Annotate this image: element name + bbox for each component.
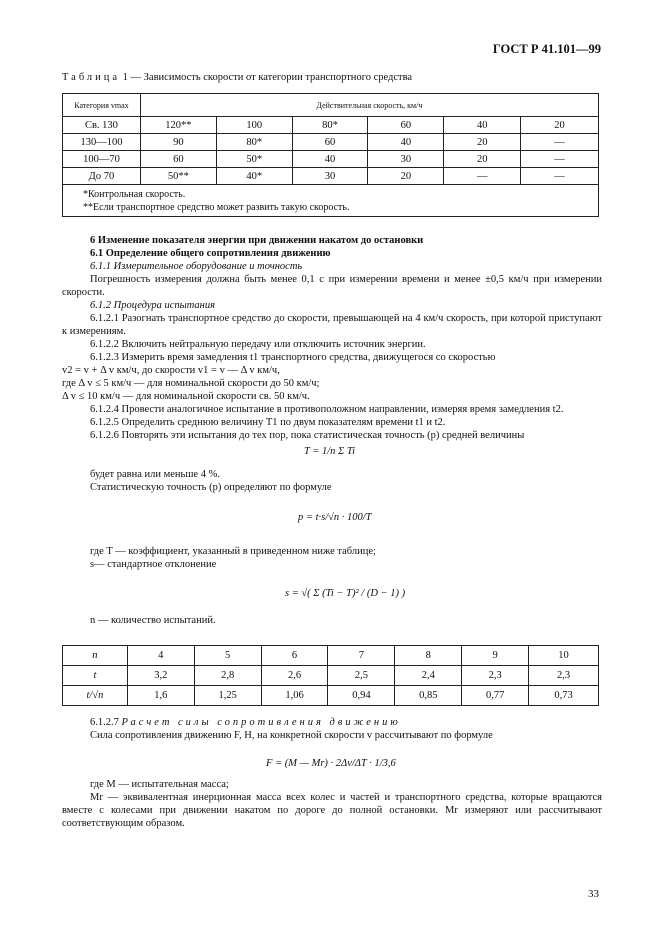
tests-count-text (62, 614, 602, 627)
table-cell: 60 (368, 117, 444, 134)
table-cell: 120** (140, 117, 216, 134)
table-cell: 30 (368, 151, 444, 168)
table-cell: 100 (216, 117, 292, 134)
coefficient-text (62, 545, 602, 571)
paragraph-6-1-2-4: 6.1.2.4 Провести аналогичное испытание в противоположном направлении, измеряя время замедления t2. (90, 404, 564, 415)
where-T-paragraph: где T — коэффициент, указанный в приведенном ниже таблице; (90, 546, 376, 557)
table-cell: 20 (444, 134, 521, 151)
stat-accuracy-paragraph: Статистическую точность (p) определяют по формуле (90, 482, 332, 493)
paragraph-6-1-2-5: 6.1.2.5 Определить среднюю величину T1 по двум показателям времени t1 и t2. (90, 417, 446, 428)
table-cell: 6 (261, 646, 328, 666)
section-6-1-2-heading: 6.1.2 Процедура испытания (90, 300, 216, 311)
table1-footnotes (63, 185, 599, 217)
accuracy-paragraph: Погрешность измерения должна быть менее 0,1 с при измерении времени и менее ±0,5 км/ч при измерении скорости. (62, 274, 602, 298)
table-row (63, 646, 599, 666)
table-cell: t/√n (63, 686, 128, 706)
tests-count-paragraph: n — количество испытаний. (90, 615, 216, 626)
section-6-1-2-7-number: 6.1.2.7 (90, 717, 119, 728)
table-cell: 3,2 (127, 666, 194, 686)
table1-footnote-1: *Контрольная скорость. (83, 189, 186, 200)
section-6-1-2-7-heading (62, 716, 602, 729)
speed-category-table (62, 93, 599, 217)
table-row (63, 168, 599, 185)
table-row (63, 134, 599, 151)
table-cell: 0,73 (529, 686, 599, 706)
std-dev-paragraph: s— стандартное отклонение (90, 559, 217, 570)
table-cell: — (521, 151, 599, 168)
section-6-heading: 6 Изменение показателя энергии при движении накатом до остановки (90, 235, 424, 246)
table-cell: 1,25 (194, 686, 261, 706)
table1-caption (62, 72, 412, 83)
table-cell: 90 (140, 134, 216, 151)
table-cell: 40* (216, 168, 292, 185)
table-cell: 60 (140, 151, 216, 168)
table-cell: 40 (292, 151, 368, 168)
formula-force-F: F = (M — Mr) · 2Δv/ΔT · 1/3,6 (266, 758, 396, 769)
formula-std-dev-s: s = √( Σ (Ti − T)² / (D − 1) ) (285, 588, 406, 599)
table1-col-header-category: Категория vmax (63, 94, 141, 117)
delta-v-condition-2: Δ v ≤ 10 км/ч — для номинальной скорости св. 50 км/ч. (62, 391, 310, 402)
paragraph-6-1-2-2: 6.1.2.2 Включить нейтральную передачу или отключить источник энергии. (90, 339, 426, 350)
table-row (63, 666, 599, 686)
force-text (62, 716, 602, 742)
equal-paragraph: будет равна или меньше 4 %. (90, 469, 220, 480)
table1-caption-text: 1 — Зависимость скорости от категории транспортного средства (122, 72, 413, 83)
table-cell: 0,94 (328, 686, 395, 706)
table-cell: 40 (368, 134, 444, 151)
table-cell: — (444, 168, 521, 185)
student-coefficient-table (62, 645, 599, 706)
table-cell: 40 (444, 117, 521, 134)
table-cell: 20 (368, 168, 444, 185)
table-row (63, 686, 599, 706)
table-cell: Св. 130 (63, 117, 141, 134)
table-cell: 100—70 (63, 151, 141, 168)
table-cell: 7 (328, 646, 395, 666)
table-cell: 50** (140, 168, 216, 185)
table-cell: 2,4 (395, 666, 462, 686)
table-cell: 10 (529, 646, 599, 666)
table-cell: 8 (395, 646, 462, 666)
table-cell: 2,3 (529, 666, 599, 686)
document-header: ГОСТ Р 41.101—99 (492, 42, 601, 56)
where-M-paragraph: где M — испытательная масса; (90, 779, 229, 790)
table-cell: 50* (216, 151, 292, 168)
table-cell: — (521, 168, 599, 185)
table-cell: До 70 (63, 168, 141, 185)
mr-paragraph: Mr — эквивалентная инерционная масса всех колес и частей и транспортного средства, которые вращаются вместе с колесами при движении накатом по дороге до полной остановки. Mr измеряют или рассчитывают соответствующим образом. (62, 792, 602, 829)
paragraph-6-1-2-1: 6.1.2.1 Разогнать транспортное средство до скорости, превышающей на 4 км/ч скорость, при которой приступают к измерениям. (62, 313, 602, 337)
delta-v-condition-1: где Δ v ≤ 5 км/ч — для номинальной скорости до 50 км/ч; (62, 378, 320, 389)
section-6-1-heading: 6.1 Определение общего сопротивления движению (90, 248, 331, 259)
table-cell: 80* (216, 134, 292, 151)
velocity-definition: v2 = v + Δ v км/ч, до скорости v1 = v — Δ v км/ч, (62, 365, 280, 376)
table-cell: 2,3 (462, 666, 529, 686)
table-cell: 2,5 (328, 666, 395, 686)
table-row (63, 151, 599, 168)
stat-accuracy-text (62, 468, 602, 494)
table1-footnote-2: **Если транспортное средство может развить такую скорость. (83, 202, 350, 213)
formula-accuracy-p: p = t·s/√n · 100/T (298, 512, 372, 523)
page-number: 33 (588, 888, 599, 900)
section-6-text (62, 234, 602, 442)
table-cell: 20 (444, 151, 521, 168)
table-row (63, 117, 599, 134)
table-cell: 1,6 (127, 686, 194, 706)
formula-mean-T: T = 1/n Σ Ti (304, 446, 356, 457)
mass-text (62, 778, 602, 830)
paragraph-6-1-2-6: 6.1.2.6 Повторять эти испытания до тех пор, пока статистическая точность (p) средней величины (90, 430, 525, 441)
table-cell: n (63, 646, 128, 666)
paragraph-6-1-2-3: 6.1.2.3 Измерить время замедления t1 транспортного средства, движущегося со скоростью (90, 352, 496, 363)
table-cell: 0,85 (395, 686, 462, 706)
table-cell: 2,6 (261, 666, 328, 686)
table-cell: 9 (462, 646, 529, 666)
table-cell: 60 (292, 134, 368, 151)
table1-caption-word: Таблица (62, 72, 121, 83)
table-cell: — (521, 134, 599, 151)
table-cell: 30 (292, 168, 368, 185)
table-cell: t (63, 666, 128, 686)
table-cell: 20 (521, 117, 599, 134)
table-cell: 2,8 (194, 666, 261, 686)
table-cell: 130—100 (63, 134, 141, 151)
table-cell: 4 (127, 646, 194, 666)
table-cell: 1,06 (261, 686, 328, 706)
table-cell: 80* (292, 117, 368, 134)
section-6-1-1-heading: 6.1.1 Измерительное оборудование и точность (90, 261, 303, 272)
force-paragraph: Сила сопротивления движению F, Н, на конкретной скорости v рассчитывают по формуле (90, 730, 493, 741)
table-cell: 0,77 (462, 686, 529, 706)
table1-col-header-speed: Действительная скорость, км/ч (140, 94, 598, 117)
table-cell: 5 (194, 646, 261, 666)
section-6-1-2-7-title: Расчет силы сопротивления движению (121, 717, 401, 728)
